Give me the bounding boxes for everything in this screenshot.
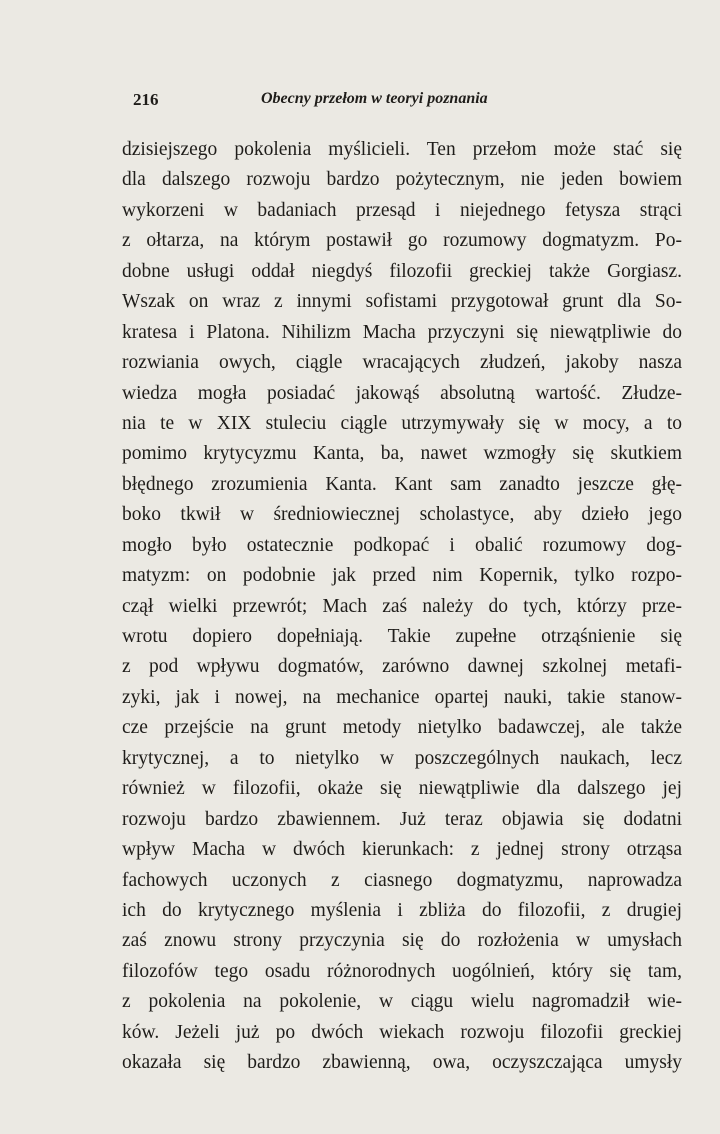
text-line: boko tkwił w średniowiecznej scholastyce, aby dzieło jego bbox=[122, 504, 682, 526]
text-line: okazała się bardzo zbawienną, owa, oczyszczająca umysły bbox=[122, 1052, 682, 1074]
text-line: nia te w XIX stuleciu ciągle utrzymywały się w mocy, a to bbox=[122, 412, 682, 434]
text-line: dla dalszego rozwoju bardzo pożytecznym, nie jeden bowiem bbox=[122, 169, 682, 191]
text-line: wpływ Macha w dwóch kierunkach: z jednej strony otrząsa bbox=[122, 839, 682, 861]
text-line: błędnego zrozumienia Kanta. Kant sam zanadto jeszcze głę- bbox=[122, 473, 682, 495]
text-line: mogło było ostatecznie podkopać i obalić rozumowy dog- bbox=[122, 534, 682, 556]
text-line: dzisiejszego pokolenia myślicieli. Ten przełom może stać się bbox=[122, 139, 682, 160]
text-line: cze przejście na grunt metody nietylko badawczej, ale także bbox=[122, 717, 682, 739]
text-line: również w filozofii, okaże się niewątpliwie dla dalszego jej bbox=[122, 778, 682, 800]
text-line: z pod wpływu dogmatów, zarówno dawnej szkolnej metafi- bbox=[122, 656, 682, 678]
text-line: krytycznej, a to nietylko w poszczególnych naukach, lecz bbox=[122, 747, 682, 769]
text-line: zaś znowu strony przyczynia się do rozłożenia w umysłach bbox=[122, 930, 682, 952]
text-line: wykorzeni w badaniach przesąd i niejednego fetysza strąci bbox=[122, 199, 682, 221]
text-line: czął wielki przewrót; Mach zaś należy do tych, którzy prze- bbox=[122, 595, 682, 617]
page-number: 216 bbox=[133, 90, 159, 109]
text-line: filozofów tego osadu różnorodnych uogólnień, który się tam, bbox=[122, 960, 682, 982]
text-line: dobne usługi oddał niegdyś filozofii greckiej także Gorgiasz. bbox=[122, 260, 682, 282]
page-header bbox=[133, 90, 683, 120]
text-line: z ołtarza, na którym postawił go rozumowy dogmatyzm. Po- bbox=[122, 230, 682, 252]
text-line: kratesa i Platona. Nihilizm Macha przyczyni się niewątpliwie do bbox=[122, 321, 682, 343]
text-line: ich do krytycznego myślenia i zbliża do filozofii, z drugiej bbox=[122, 899, 682, 921]
running-title: Obecny przełom w teoryi poznania bbox=[261, 90, 488, 107]
text-line: fachowych uczonych z ciasnego dogmatyzmu, naprowadza bbox=[122, 869, 682, 891]
text-line: rozwoju bardzo zbawiennem. Już teraz objawia się dodatni bbox=[122, 808, 682, 830]
body-text bbox=[122, 135, 682, 1079]
text-line: wiedza mogła posiadać jakowąś absolutną wartość. Złudze- bbox=[122, 382, 682, 404]
text-line: zyki, jak i nowej, na mechanice opartej nauki, takie stanow- bbox=[122, 686, 682, 708]
text-line: pomimo krytycyzmu Kanta, ba, nawet wzmogły się skutkiem bbox=[122, 443, 682, 465]
text-line: z pokolenia na pokolenie, w ciągu wielu nagromadził wie- bbox=[122, 991, 682, 1013]
text-line: ków. Jeżeli już po dwóch wiekach rozwoju filozofii greckiej bbox=[122, 1021, 682, 1043]
text-line: wrotu dopiero dopełniają. Takie zupełne otrząśnienie się bbox=[122, 626, 682, 647]
text-line: matyzm: on podobnie jak przed nim Kopernik, tylko rozpo- bbox=[122, 565, 682, 587]
text-line: rozwiania owych, ciągle wracających złudzeń, jakoby nasza bbox=[122, 352, 682, 374]
text-line: Wszak on wraz z innymi sofistami przygotował grunt dla So- bbox=[122, 291, 682, 313]
